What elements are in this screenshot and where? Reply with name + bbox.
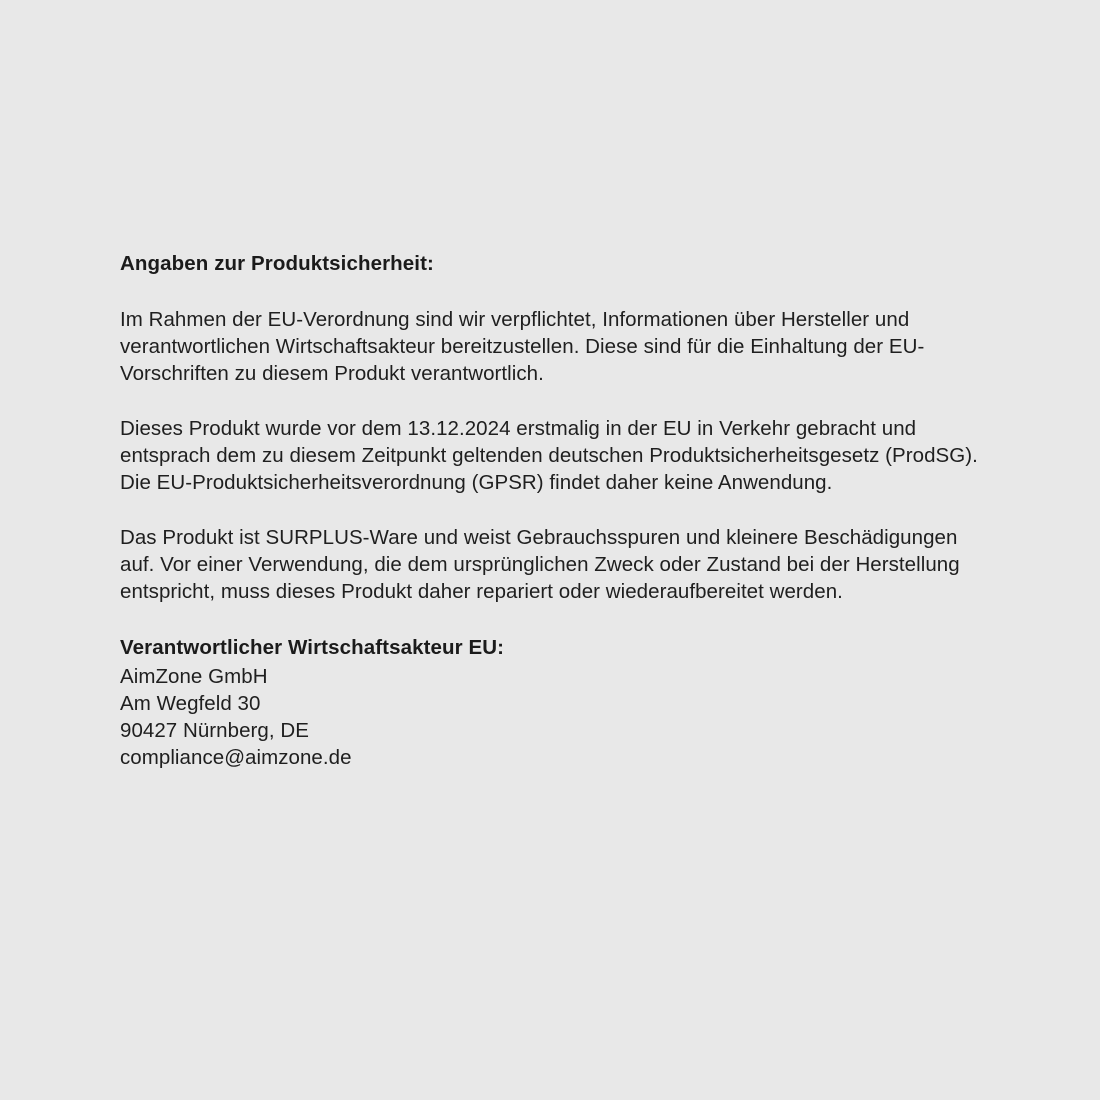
operator-street: Am Wegfeld 30 (120, 692, 261, 716)
paragraph-prodsg-gpsr: Dieses Produkt wurde vor dem 13.12.2024 erstmalig in der EU in Verkehr gebracht und entsprach dem zu diesem Zeitpunkt geltenden deutschen Produktsicherheitsgesetz (ProdSG). Die EU-Produktsicherheitsverordnung (GPSR) findet daher keine Anwendung. (120, 416, 978, 494)
operator-company-name: AimZone GmbH (120, 665, 268, 689)
responsible-operator-block (120, 634, 990, 771)
page-title: Angaben zur Produktsicherheit: (120, 252, 434, 275)
paragraph-surplus-condition: Das Produkt ist SURPLUS-Ware und weist Gebrauchsspuren und kleinere Beschädigungen auf. Vor einer Verwendung, die dem ursprünglichen Zweck oder Zustand bei der Herstellung entspricht, muss dieses Produkt daher repariert oder wiederaufbereitet werden. (120, 525, 960, 604)
operator-email: compliance@aimzone.de (120, 746, 352, 770)
responsible-operator-heading: Verantwortlicher Wirtschaftsakteur EU: (120, 636, 505, 660)
operator-city: 90427 Nürnberg, DE (120, 719, 309, 743)
document-body (120, 250, 990, 771)
paragraph-eu-regulation-info: Im Rahmen der EU-Verordnung sind wir verpflichtet, Informationen über Hersteller und verantwortlichen Wirtschaftsakteur bereitzustellen. Diese sind für die Einhaltung der EU-Vorschriften zu diesem Produkt verantwortlich. (120, 307, 925, 385)
